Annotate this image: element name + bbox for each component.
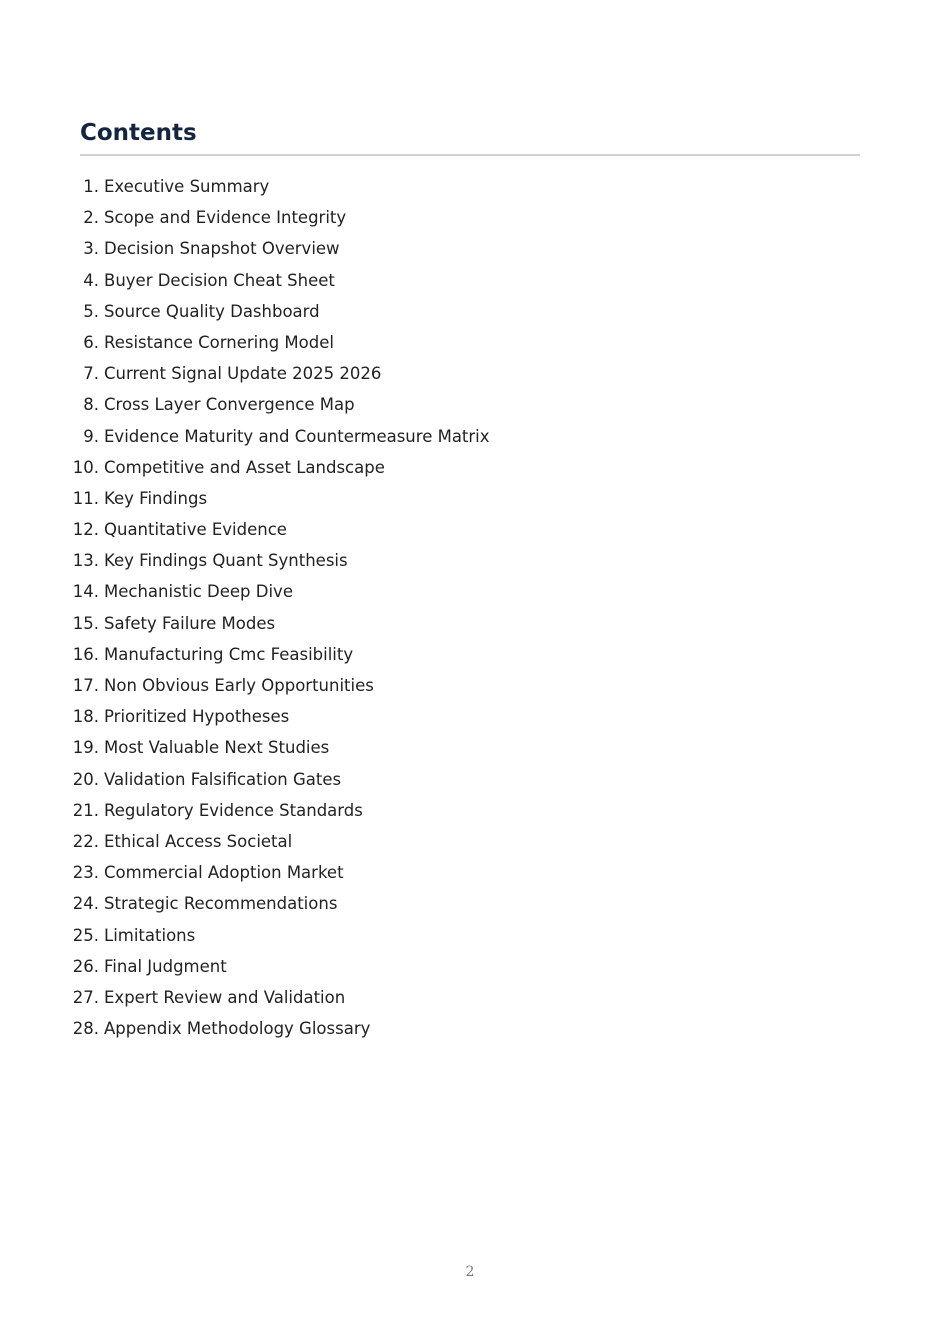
toc-entry-label[interactable]: Validation Falsification Gates (104, 769, 342, 789)
toc-entry-label[interactable]: Key Findings (104, 488, 208, 508)
toc-entry-number: 10. (72, 457, 99, 477)
toc-entry-number: 26. (72, 956, 99, 976)
toc-entry[interactable] (0, 483, 490, 514)
toc-entry[interactable] (0, 826, 490, 857)
toc-entry[interactable] (0, 576, 490, 607)
toc-entry-label[interactable]: Ethical Access Societal (104, 831, 293, 851)
toc-entry-number: 6. (83, 332, 99, 352)
toc-entry[interactable] (0, 358, 490, 389)
toc-entry[interactable] (0, 639, 490, 670)
toc-entry-number: 12. (72, 520, 99, 540)
toc-entry[interactable] (0, 514, 490, 545)
toc-entry-number: 22. (72, 831, 99, 851)
toc-entry[interactable] (0, 452, 490, 483)
toc-entry[interactable] (0, 764, 490, 795)
toc-entry-number: 2. (83, 208, 99, 228)
toc-entry-label[interactable]: Mechanistic Deep Dive (104, 582, 293, 602)
toc-entry-label[interactable]: Appendix Methodology Glossary (104, 1019, 371, 1039)
title-divider (80, 154, 860, 156)
toc-entry-number: 20. (72, 769, 99, 789)
toc-entry[interactable] (0, 265, 490, 296)
toc-entry-number: 16. (72, 644, 99, 664)
toc-entry-number: 8. (83, 395, 99, 415)
toc-entry-label[interactable]: Decision Snapshot Overview (104, 239, 340, 259)
toc-entry-label[interactable]: Regulatory Evidence Standards (104, 800, 363, 820)
table-of-contents (0, 171, 490, 1044)
toc-entry-number: 21. (72, 800, 99, 820)
toc-entry[interactable] (0, 795, 490, 826)
toc-entry-number: 5. (83, 301, 99, 321)
toc-entry[interactable] (0, 857, 490, 888)
toc-entry-label[interactable]: Executive Summary (104, 177, 270, 196)
toc-entry-number: 19. (72, 738, 99, 758)
toc-entry-label[interactable]: Prioritized Hypotheses (104, 707, 290, 727)
toc-entry-label[interactable]: Safety Failure Modes (104, 613, 276, 633)
toc-entry-label[interactable]: Current Signal Update 2025 2026 (104, 364, 382, 384)
toc-entry-label[interactable]: Manufacturing Cmc Feasibility (104, 644, 354, 664)
toc-entry[interactable] (0, 545, 490, 576)
toc-entry[interactable] (0, 389, 490, 420)
toc-entry[interactable] (0, 951, 490, 982)
toc-entry[interactable] (0, 888, 490, 919)
page-title: Contents (80, 120, 197, 146)
toc-entry-label[interactable]: Source Quality Dashboard (104, 301, 320, 321)
toc-entry-label[interactable]: Strategic Recommendations (104, 894, 338, 914)
toc-entry[interactable] (0, 421, 490, 452)
toc-entry-number: 28. (72, 1019, 99, 1039)
toc-entry[interactable] (0, 202, 490, 233)
toc-entry-number: 9. (83, 426, 99, 446)
toc-entry-number: 3. (83, 239, 99, 259)
toc-entry[interactable] (0, 296, 490, 327)
toc-entry-number: 23. (72, 863, 99, 883)
toc-entry-number: 15. (72, 613, 99, 633)
toc-entry-label[interactable]: Commercial Adoption Market (104, 863, 344, 883)
toc-entry[interactable] (0, 670, 490, 701)
toc-entry-label[interactable]: Limitations (104, 925, 196, 945)
toc-entry[interactable] (0, 920, 490, 951)
toc-entry[interactable] (0, 608, 490, 639)
toc-entry-label[interactable]: Quantitative Evidence (104, 520, 287, 540)
toc-entry-number: 7. (83, 364, 99, 384)
toc-entry-label[interactable]: Buyer Decision Cheat Sheet (104, 270, 335, 290)
toc-entry[interactable] (0, 233, 490, 264)
toc-entry-label[interactable]: Expert Review and Validation (104, 987, 346, 1007)
toc-entry-label[interactable]: Cross Layer Convergence Map (104, 395, 355, 415)
toc-entry[interactable] (0, 327, 490, 358)
toc-entry-number: 25. (72, 925, 99, 945)
toc-entry-number: 17. (72, 676, 99, 695)
toc-entry-number: 24. (72, 894, 99, 914)
toc-entry-label[interactable]: Final Judgment (104, 956, 227, 976)
toc-entry-label[interactable]: Key Findings Quant Synthesis (104, 551, 348, 571)
toc-entry[interactable] (0, 732, 490, 763)
toc-entry-label[interactable]: Resistance Cornering Model (104, 332, 334, 352)
toc-entry-number: 1. (83, 177, 99, 196)
toc-entry-number: 13. (72, 551, 99, 571)
toc-entry-label[interactable]: Evidence Maturity and Countermeasure Matrix (104, 426, 490, 446)
toc-entry-label[interactable]: Competitive and Asset Landscape (104, 457, 385, 477)
toc-entry-number: 14. (72, 582, 99, 602)
toc-entry-number: 4. (83, 270, 99, 290)
toc-entry-number: 18. (72, 707, 99, 727)
toc-entry-label[interactable]: Scope and Evidence Integrity (104, 208, 347, 228)
toc-entry[interactable] (0, 1013, 490, 1044)
toc-entry[interactable] (0, 982, 490, 1013)
toc-entry-number: 11. (72, 488, 99, 508)
toc-entry-label[interactable]: Most Valuable Next Studies (104, 738, 330, 758)
toc-entry[interactable] (0, 171, 490, 202)
toc-entry-label[interactable]: Non Obvious Early Opportunities (104, 676, 374, 695)
toc-entry-number: 27. (72, 987, 99, 1007)
page-number: 2 (465, 1264, 475, 1280)
toc-entry[interactable] (0, 701, 490, 732)
